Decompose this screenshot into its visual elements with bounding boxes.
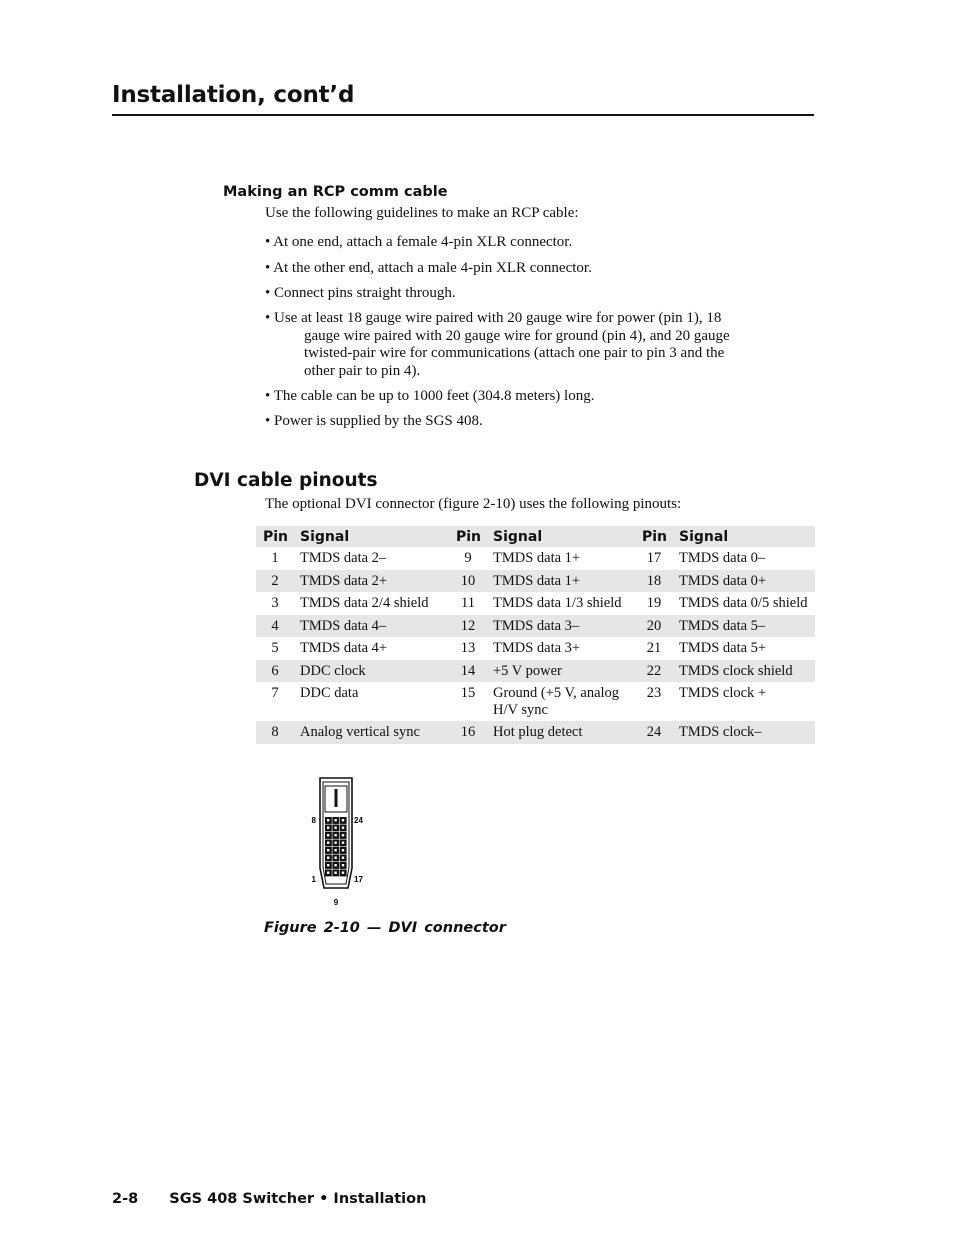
signal-cell: TMDS data 1+ [493, 550, 581, 566]
pin-cell: 20 [635, 615, 673, 638]
pin-cell: 4 [256, 615, 294, 638]
rcp-bullet [265, 310, 795, 380]
dvi-pin-contact [334, 857, 336, 859]
signal-cell: +5 V power [487, 660, 635, 683]
pin-cell: 5 [271, 640, 279, 656]
pin-cell: 23 [646, 685, 662, 701]
bullet-text: • Power is supplied by the SGS 408. [265, 413, 483, 429]
signal-cell: TMDS clock + [679, 685, 767, 701]
signal-cell: TMDS data 4– [294, 615, 449, 638]
table-row [256, 660, 815, 683]
bullet-text: twisted-pair wire for communications (attach one pair to pin 3 and the [304, 345, 725, 362]
title-rule [112, 114, 814, 116]
pin-cell: 3 [271, 595, 279, 611]
rcp-intro: Use the following guidelines to make an RCP cable: [265, 205, 579, 221]
pinout-table [256, 526, 815, 744]
dvi-pin-contact [327, 827, 329, 829]
page-footer [112, 1191, 426, 1207]
signal-cell: Analog vertical sync [294, 721, 449, 744]
pin-cell: 11 [461, 595, 475, 611]
pin-label-top-right: 24 [354, 816, 363, 825]
table-row [256, 615, 815, 638]
pin-cell: 19 [646, 595, 662, 611]
table-row [256, 570, 815, 593]
table-row [256, 592, 815, 615]
signal-cell: TMDS data 0+ [673, 570, 815, 593]
pin-cell: 12 [449, 615, 487, 638]
bullet-text: • The cable can be up to 1000 feet (304.8 meters) long. [265, 388, 595, 404]
column-header: Pin [256, 526, 294, 547]
page-title: Installation, cont’d [112, 82, 355, 108]
pin-cell: 9 [464, 550, 472, 566]
signal-cell: DDC clock [294, 660, 449, 683]
signal-cell: TMDS data 1+ [487, 570, 635, 593]
table-row [256, 721, 815, 744]
pin-cell: 18 [635, 570, 673, 593]
dvi-pin-contact [327, 857, 329, 859]
pin-cell: 17 [646, 550, 662, 566]
bullet-text: • At one end, attach a female 4-pin XLR connector. [265, 234, 573, 250]
dvi-pin-contact [342, 864, 344, 866]
pin-cell: 16 [449, 721, 487, 744]
pin-cell: 8 [256, 721, 294, 744]
signal-cell: TMDS data 5+ [679, 640, 767, 656]
dvi-pin-contact [334, 842, 336, 844]
signal-cell: Hot plug detect [487, 721, 635, 744]
dvi-connector-figure [305, 773, 375, 918]
dvi-pin-contact [334, 872, 336, 874]
pin-label-top-left: 8 [311, 816, 316, 825]
signal-cell: DDC data [300, 685, 359, 701]
dvi-pin-contact [334, 864, 336, 866]
column-header: Signal [487, 526, 635, 547]
pin-cell: 6 [256, 660, 294, 683]
signal-cell: TMDS data 2+ [294, 570, 449, 593]
bullet-text: • Connect pins straight through. [265, 285, 456, 301]
rcp-bullet [265, 413, 795, 431]
page-number: 2-8 [112, 1191, 139, 1207]
rcp-bullet [265, 234, 795, 252]
dvi-heading: DVI cable pinouts [194, 470, 378, 491]
pin-cell: 24 [635, 721, 673, 744]
signal-cell: TMDS clock– [673, 721, 815, 744]
dvi-pin-contact [342, 849, 344, 851]
signal-cell: TMDS data 0/5 shield [679, 595, 808, 611]
pin-cell: 7 [271, 685, 279, 701]
signal-cell: TMDS data 5– [673, 615, 815, 638]
pin-cell: 2 [256, 570, 294, 593]
pin-label-bottom-left: 1 [311, 875, 316, 884]
pin-cell: 15 [460, 685, 476, 701]
dvi-pin-contact [334, 834, 336, 836]
figure-caption: Figure 2-10 — DVI connector [264, 920, 506, 936]
table-row [256, 682, 815, 721]
dvi-pin-contact [342, 872, 344, 874]
pin-cell: 1 [271, 550, 279, 566]
rcp-heading: Making an RCP comm cable [223, 184, 448, 200]
signal-cell: TMDS data 0– [679, 550, 766, 566]
dvi-intro: The optional DVI connector (figure 2-10) uses the following pinouts: [265, 496, 682, 512]
signal-cell: TMDS data 1/3 shield [493, 595, 622, 611]
dvi-pin-contact [327, 872, 329, 874]
dvi-pin-contact [342, 819, 344, 821]
signal-cell: TMDS data 3+ [493, 640, 581, 656]
column-header: Signal [294, 526, 449, 547]
dvi-pin-contact [342, 842, 344, 844]
dvi-connector-icon [305, 773, 375, 913]
column-header: Signal [673, 526, 815, 547]
dvi-pin-contact [334, 819, 336, 821]
pin-cell: 14 [449, 660, 487, 683]
column-header: Pin [449, 526, 487, 547]
dvi-pin-contact [334, 849, 336, 851]
pin-grid [325, 817, 347, 876]
bullet-text: • At the other end, attach a male 4-pin XLR connector. [265, 260, 592, 276]
pin-label-bottom-right: 17 [354, 875, 363, 884]
table-header-row [256, 526, 815, 547]
rcp-bullet [265, 260, 795, 278]
dvi-pin-contact [327, 849, 329, 851]
pin-cell: 21 [646, 640, 662, 656]
dvi-pin-contact [327, 819, 329, 821]
table-row [256, 547, 815, 570]
signal-cell: Ground (+5 V, analog H/V sync [493, 685, 620, 718]
signal-cell: TMDS data 3– [487, 615, 635, 638]
rcp-bullet [265, 285, 795, 303]
pin-cell: 13 [460, 640, 476, 656]
dvi-pin-contact [327, 842, 329, 844]
pin-cell: 10 [449, 570, 487, 593]
dvi-pin-contact [342, 827, 344, 829]
signal-cell: TMDS data 4+ [300, 640, 388, 656]
dvi-pin-contact [342, 834, 344, 836]
signal-cell: TMDS data 2– [300, 550, 387, 566]
pin-label-bottom-center: 9 [333, 898, 339, 907]
table-row [256, 637, 815, 660]
signal-cell: TMDS data 2/4 shield [300, 595, 429, 611]
footer-text: SGS 408 Switcher • Installation [169, 1191, 427, 1207]
bullet-text: other pair to pin 4). [304, 362, 421, 379]
pin-cell: 22 [635, 660, 673, 683]
rcp-bullet [265, 388, 795, 406]
dvi-pin-contact [334, 827, 336, 829]
bullet-text: • Use at least 18 gauge wire paired with 20 gauge wire for power (pin 1), 18 [265, 310, 722, 326]
signal-cell: TMDS clock shield [673, 660, 815, 683]
dvi-pin-contact [327, 834, 329, 836]
dvi-pin-contact [342, 857, 344, 859]
bullet-text: gauge wire paired with 20 gauge wire for ground (pin 4), and 20 gauge [304, 327, 730, 344]
column-header: Pin [635, 526, 673, 547]
dvi-pin-contact [327, 864, 329, 866]
